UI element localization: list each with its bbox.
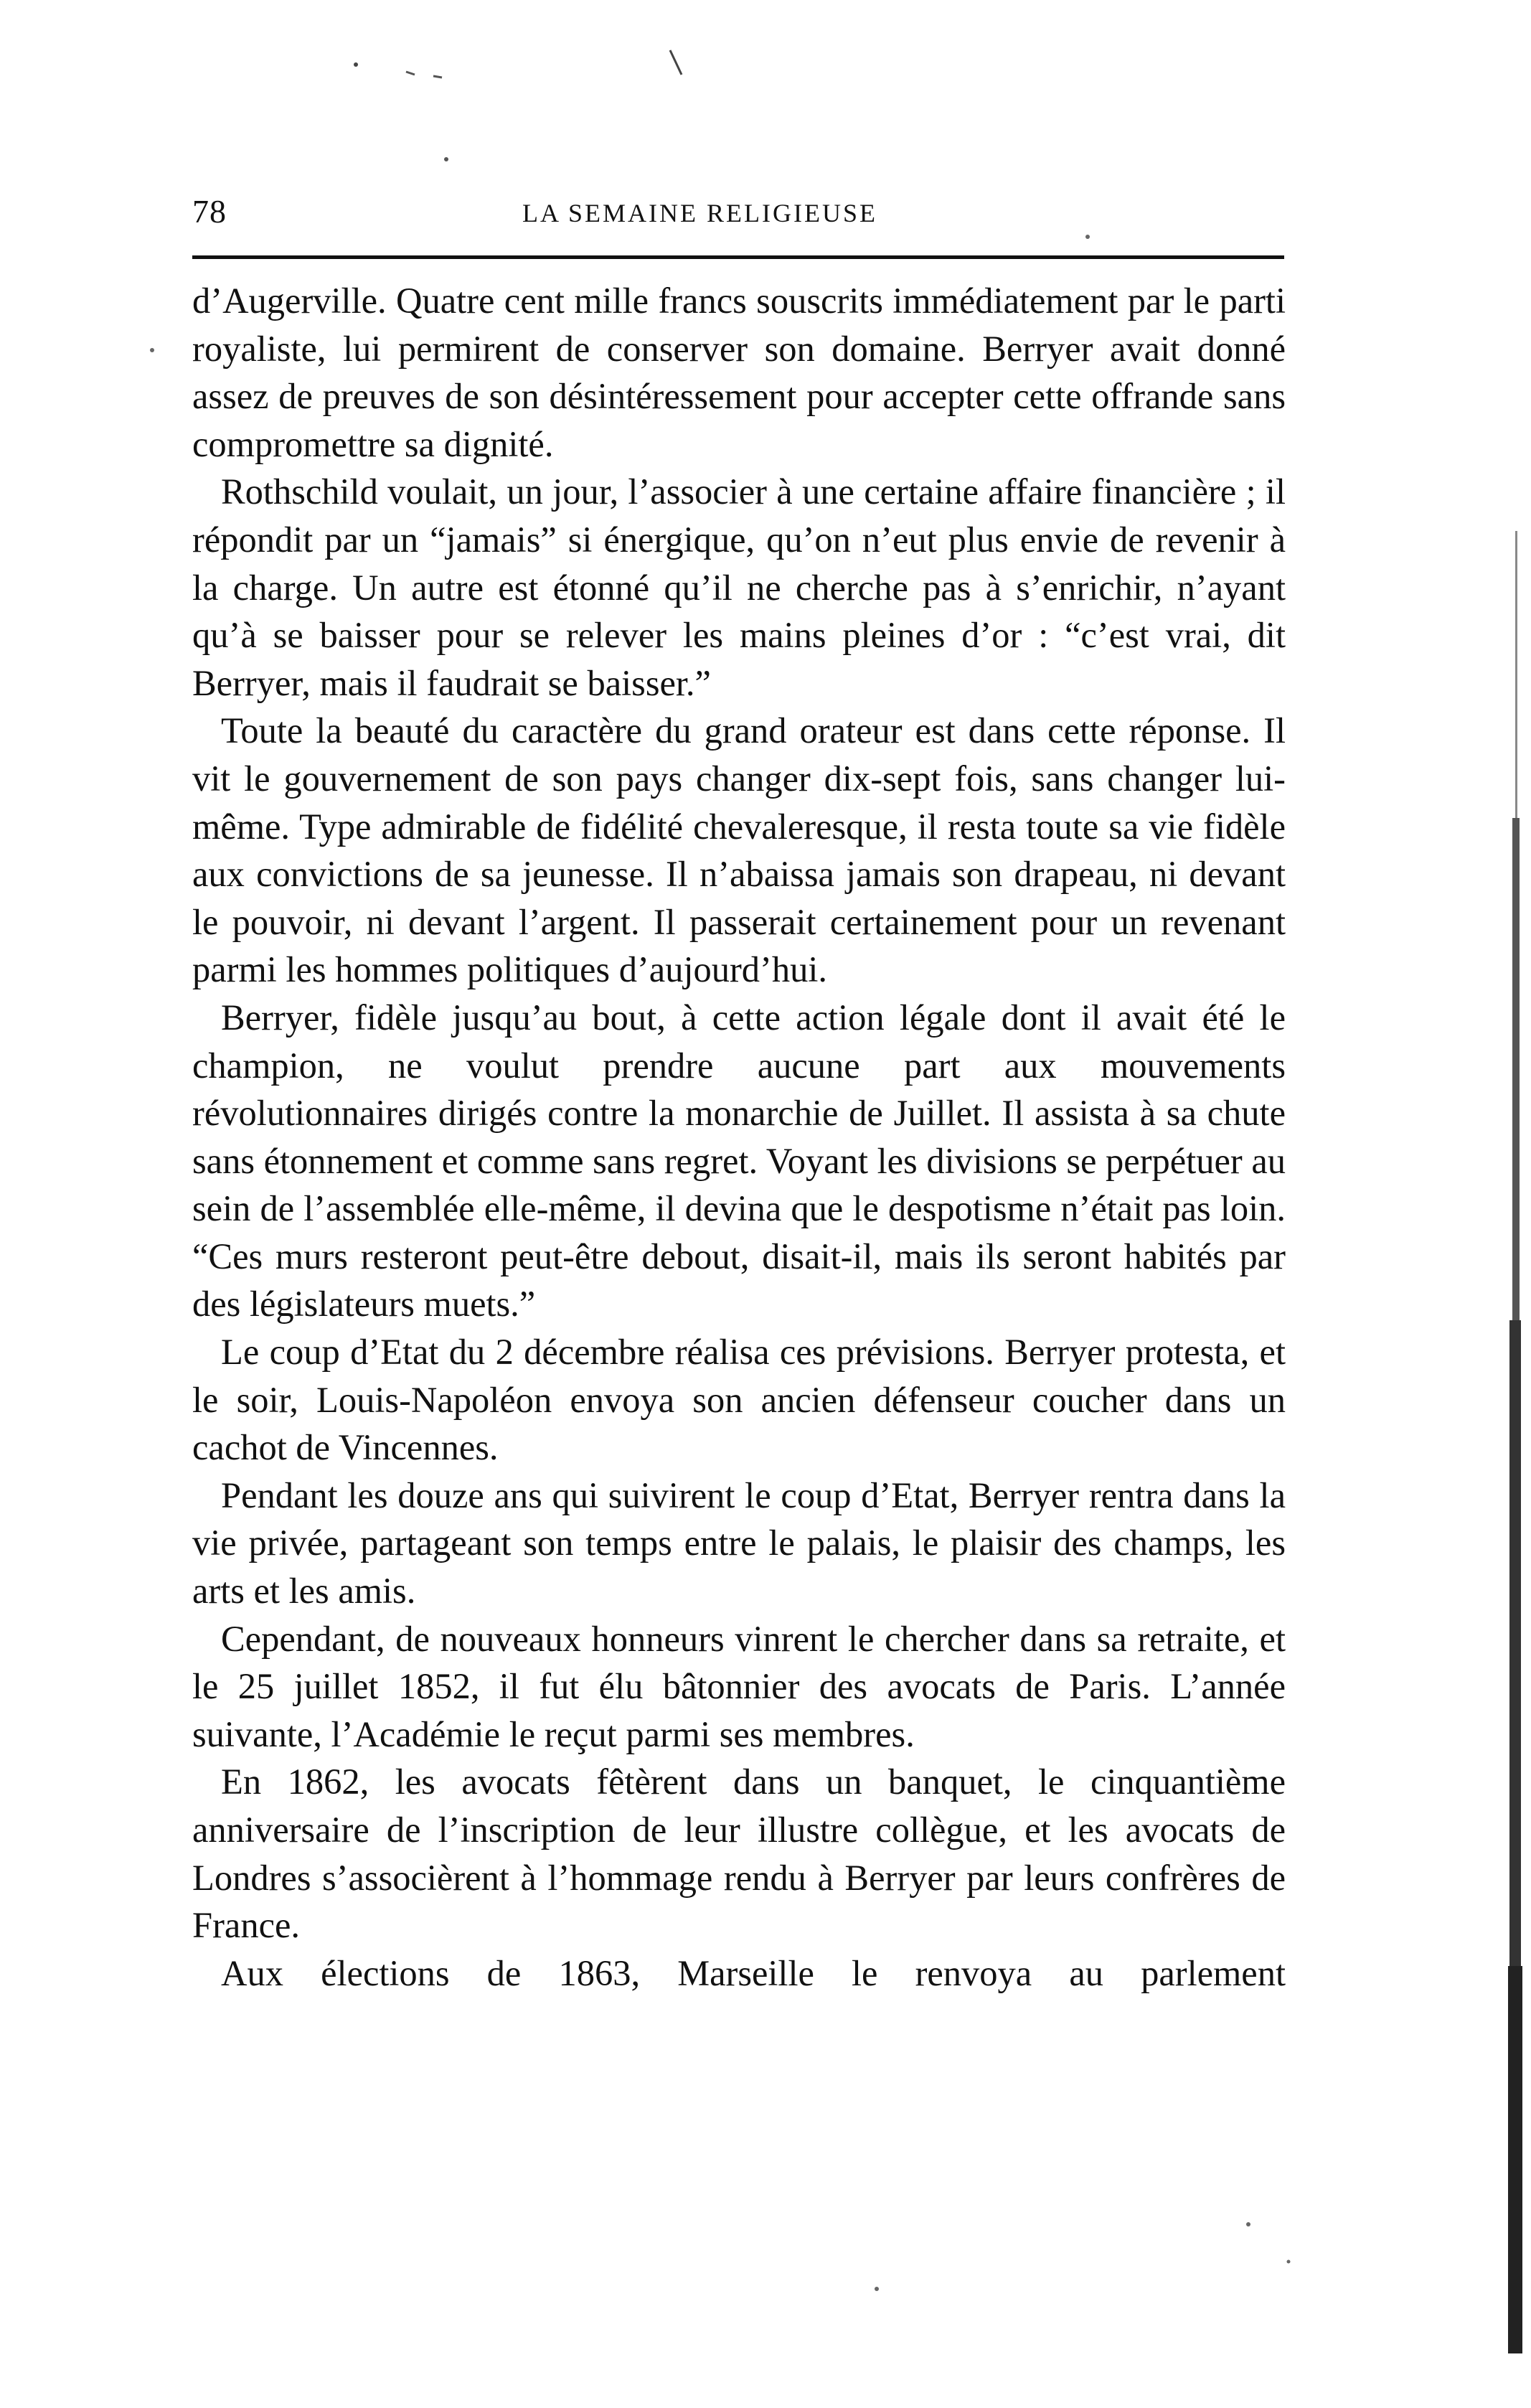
header-rule [192, 255, 1284, 259]
paragraph: Aux élections de 1863, Marseille le renvoya au parlement [221, 1952, 1286, 1993]
page-header [192, 192, 1283, 243]
page-number: 78 [192, 193, 227, 230]
paragraph: Cependant, de nouveaux honneurs vinrent le chercher dans sa retraite, et le 25 juillet 1852, il fut élu bâtonnier des avocats de Paris. L’année suivante, l’Académie le reçut parmi ses membres. [192, 1618, 1286, 1754]
paragraph: Pendant les douze ans qui suivirent le coup d’Etat, Berryer rentra dans la vie privée, partageant son temps entre le palais, le plaisir des champs, les arts et les amis. [192, 1475, 1286, 1612]
scan-edge [1505, 531, 1525, 2353]
paragraph: Le coup d’Etat du 2 décembre réalisa ces prévisions. Berryer protesta, et le soir, Louis-Napoléon envoya son ancien défenseur coucher dans un cachot de Vincennes. [192, 1332, 1286, 1468]
paragraph: En 1862, les avocats fêtèrent dans un banquet, le cinquantième anniversaire de l’inscription de leur illustre collègue, et les avocats de Londres s’associèrent à l’hommage rendu à Berryer par leurs confrères de France. [192, 1762, 1286, 1946]
paragraph: Berryer, fidèle jusqu’au bout, à cette action légale dont il avait été le champion, ne voulut prendre aucune part aux mouvements révolutionnaires dirigés contre la monarchie de Juillet. Il assista à sa chute sans étonnement et comme sans regret. Voyant les divisions se perpétuer au sein de l’assemblée elle-même, il devina que le despotisme n’était pas loin. “Ces murs resteront peut-être debout, disait-il, mais ils seront habités par des législateurs muets.” [192, 997, 1286, 1325]
running-title: LA SEMAINE RELIGIEUSE [522, 199, 877, 227]
paragraph: d’Augerville. Quatre cent mille francs souscrits immédiatement par le parti royaliste, lui permirent de conserver son domaine. Berryer avait donné assez de preuves de son désintéressement pour accepter cette offrande sans compromettre sa dignité. [192, 281, 1286, 464]
body-text [192, 277, 1286, 1997]
paragraph: Toute la beauté du caractère du grand orateur est dans cette réponse. Il vit le gouvernement de son pays changer dix-sept fois, sans changer lui-même. Type admirable de fidélité chevaleresque, il resta toute sa vie fidèle aux convictions de sa jeunesse. Il n’abaissa jamais son drapeau, ni devant le pouvoir, ni devant l’argent. Il passerait certainement pour un revenant parmi les hommes politiques d’aujourd’hui. [192, 710, 1286, 990]
paragraph: Rothschild voulait, un jour, l’associer à une certaine affaire financière ; il répondit par un “jamais” si énergique, qu’on n’eut plus envie de revenir à la charge. Un autre est étonné qu’il ne cherche pas à s’enrichir, n’ayant qu’à se baisser pour se relever les mains pleines d’or : “c’est vrai, dit Berryer, mais il faudrait se baisser.” [192, 471, 1286, 703]
